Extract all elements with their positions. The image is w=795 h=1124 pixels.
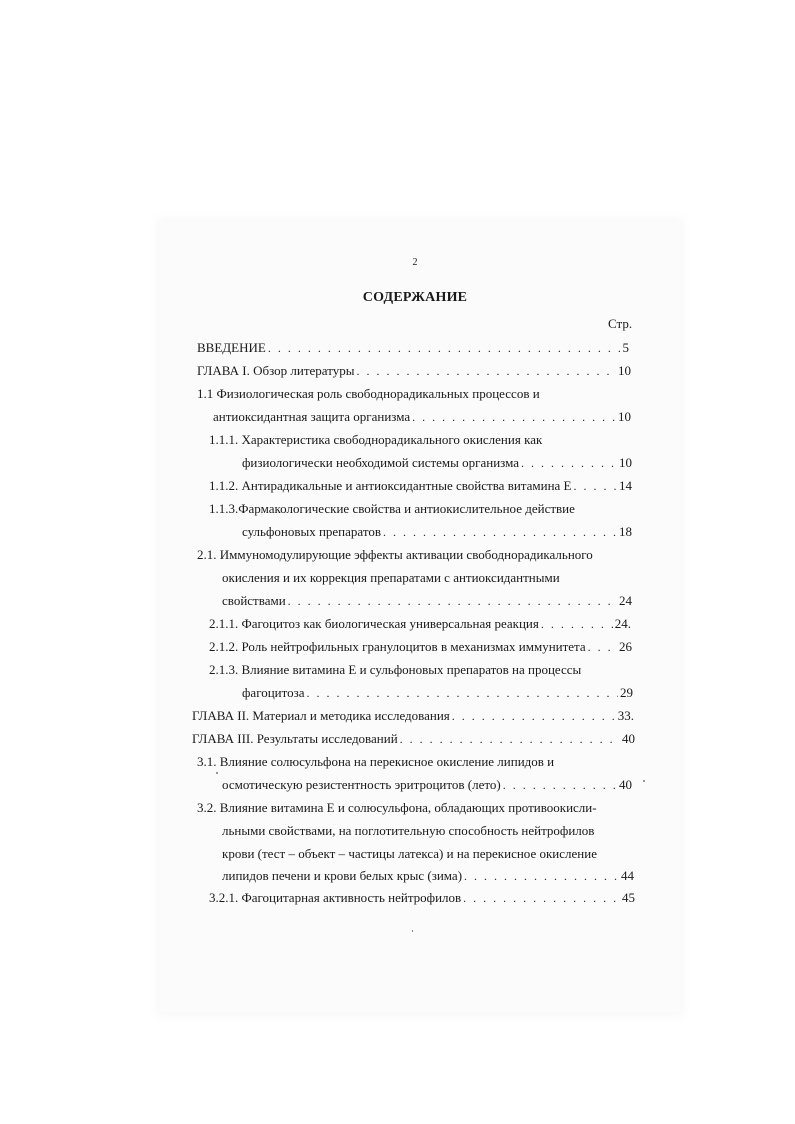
toc-entry-page: 10 (618, 409, 631, 424)
toc-entry-3-2[interactable] (222, 868, 634, 884)
toc-entry-text: ВВЕДЕНИЕ (197, 340, 266, 355)
toc-leader (588, 639, 617, 655)
toc-entry-2-1-3-line1: 2.1.3. Влияние витамина Е и сульфоновых препаратов на процессы (209, 662, 582, 677)
toc-entry-3-2-1[interactable] (209, 890, 635, 906)
toc-entry-page: 29 (620, 685, 633, 700)
toc-entry-page: 33. (617, 708, 634, 723)
toc-entry-text: ГЛАВА I. Обзор литературы (197, 363, 355, 378)
toc-entry-text: 3.2.1. Фагоцитарная активность нейтрофилов (209, 890, 462, 905)
toc-entry-page: 14 (619, 478, 632, 493)
toc-entry-text: липидов печени и крови белых крыс (зима) (222, 868, 463, 883)
toc-entry-2-1[interactable] (222, 593, 632, 609)
toc-entry-chapter-1[interactable] (197, 363, 631, 379)
toc-leader (452, 708, 616, 724)
toc-entry-3-2-line3: крови (тест – объект – частицы латекса) и на перекисное окисление (222, 846, 597, 861)
toc-entry-3-1-line1: 3.1. Влияние солюсульфона на перекисное окисление липидов и (197, 754, 555, 769)
toc-entry-page: 5 (622, 340, 629, 355)
toc-entry-1-1[interactable] (213, 409, 631, 425)
toc-entry-text: сульфоновых препаратов (242, 524, 381, 539)
toc-leader (541, 616, 613, 632)
toc-entry-page: 10 (619, 455, 632, 470)
toc-entry-2-1-line1: 2.1. Иммуномодулирующие эффекты активации свободнорадикального (197, 547, 593, 562)
toc-entry-page: 26 (619, 639, 632, 654)
scan-speck (216, 772, 218, 774)
toc-entry-page: 40 (622, 731, 635, 746)
toc-entry-page: 44 (621, 868, 634, 883)
toc-leader (574, 478, 617, 494)
toc-leader (464, 868, 619, 884)
toc-entry-page: 24. (614, 616, 631, 631)
toc-leader (521, 455, 617, 471)
toc-entry-2-1-line2: окисления и их коррекция препаратами с антиоксидантными (222, 570, 560, 585)
toc-entry-chapter-2[interactable] (192, 708, 634, 724)
toc-entry-1-1-1-line1: 1.1.1. Характеристика свободнорадикального окисления как (209, 432, 543, 447)
toc-entry-1-1-3[interactable] (242, 524, 632, 540)
toc-entry-text: осмотическую резистентность эритроцитов (лето) (222, 777, 501, 792)
toc-entry-3-2-line2: льными свойствами, на поглотительную способность нейтрофилов (222, 823, 595, 838)
toc-leader (288, 593, 617, 609)
toc-entry-text: 1.1.2. Антирадикальные и антиоксидантные свойства витамина Е (209, 478, 572, 493)
toc-entry-intro[interactable] (197, 340, 629, 356)
scan-speck (412, 930, 413, 932)
toc-entry-1-1-3-line1: 1.1.3.Фармакологические свойства и антиокислительное действие (209, 501, 575, 516)
toc-leader (268, 340, 621, 356)
toc-entry-text: 2.1.1. Фагоцитоз как биологическая универсальная реакция (209, 616, 539, 631)
toc-leader (412, 409, 616, 425)
toc-entry-1-1-2[interactable] (209, 478, 632, 494)
toc-entry-2-1-3[interactable] (242, 685, 633, 701)
toc-leader (307, 685, 618, 701)
toc-leader (400, 731, 620, 747)
toc-entry-text: свойствами (222, 593, 286, 608)
toc-entry-page: 40 (619, 777, 632, 792)
toc-entry-text: фагоцитоза (242, 685, 305, 700)
toc-entry-page: 24 (619, 593, 632, 608)
scan-speck (643, 780, 645, 782)
page-title: СОДЕРЖАНИЕ (362, 290, 468, 305)
toc-entry-2-1-1[interactable] (209, 616, 631, 632)
toc-entry-3-2-line1: 3.2. Влияние витамина Е и солюсульфона, обладающих противоокисли- (197, 800, 597, 815)
toc-entry-page: 45 (622, 890, 635, 905)
toc-entry-2-1-2[interactable] (209, 639, 632, 655)
toc-leader (356, 363, 616, 379)
toc-leader (383, 524, 617, 540)
toc-entry-page: 10 (618, 363, 631, 378)
toc-entry-chapter-3[interactable] (192, 731, 635, 747)
toc-entry-text: ГЛАВА II. Материал и методика исследования (192, 708, 450, 723)
toc-entry-1-1-line1: 1.1 Физиологическая роль свободнорадикальных процессов и (197, 386, 540, 401)
toc-entry-page: 18 (619, 524, 632, 539)
toc-leader (463, 890, 620, 906)
page-number: 2 (412, 257, 418, 268)
toc-entry-text: антиоксидантная защита организма (213, 409, 411, 424)
toc-entry-3-1[interactable] (222, 777, 632, 793)
toc-entry-1-1-1[interactable] (242, 455, 632, 471)
toc-entry-text: 2.1.2. Роль нейтрофильных гранулоцитов в механизмах иммунитета (209, 639, 586, 654)
toc-entry-text: ГЛАВА III. Результаты исследований (192, 731, 398, 746)
toc-leader (503, 777, 617, 793)
toc-entry-text: физиологически необходимой системы организма (242, 455, 520, 470)
page-column-header: Стр. (608, 316, 633, 331)
